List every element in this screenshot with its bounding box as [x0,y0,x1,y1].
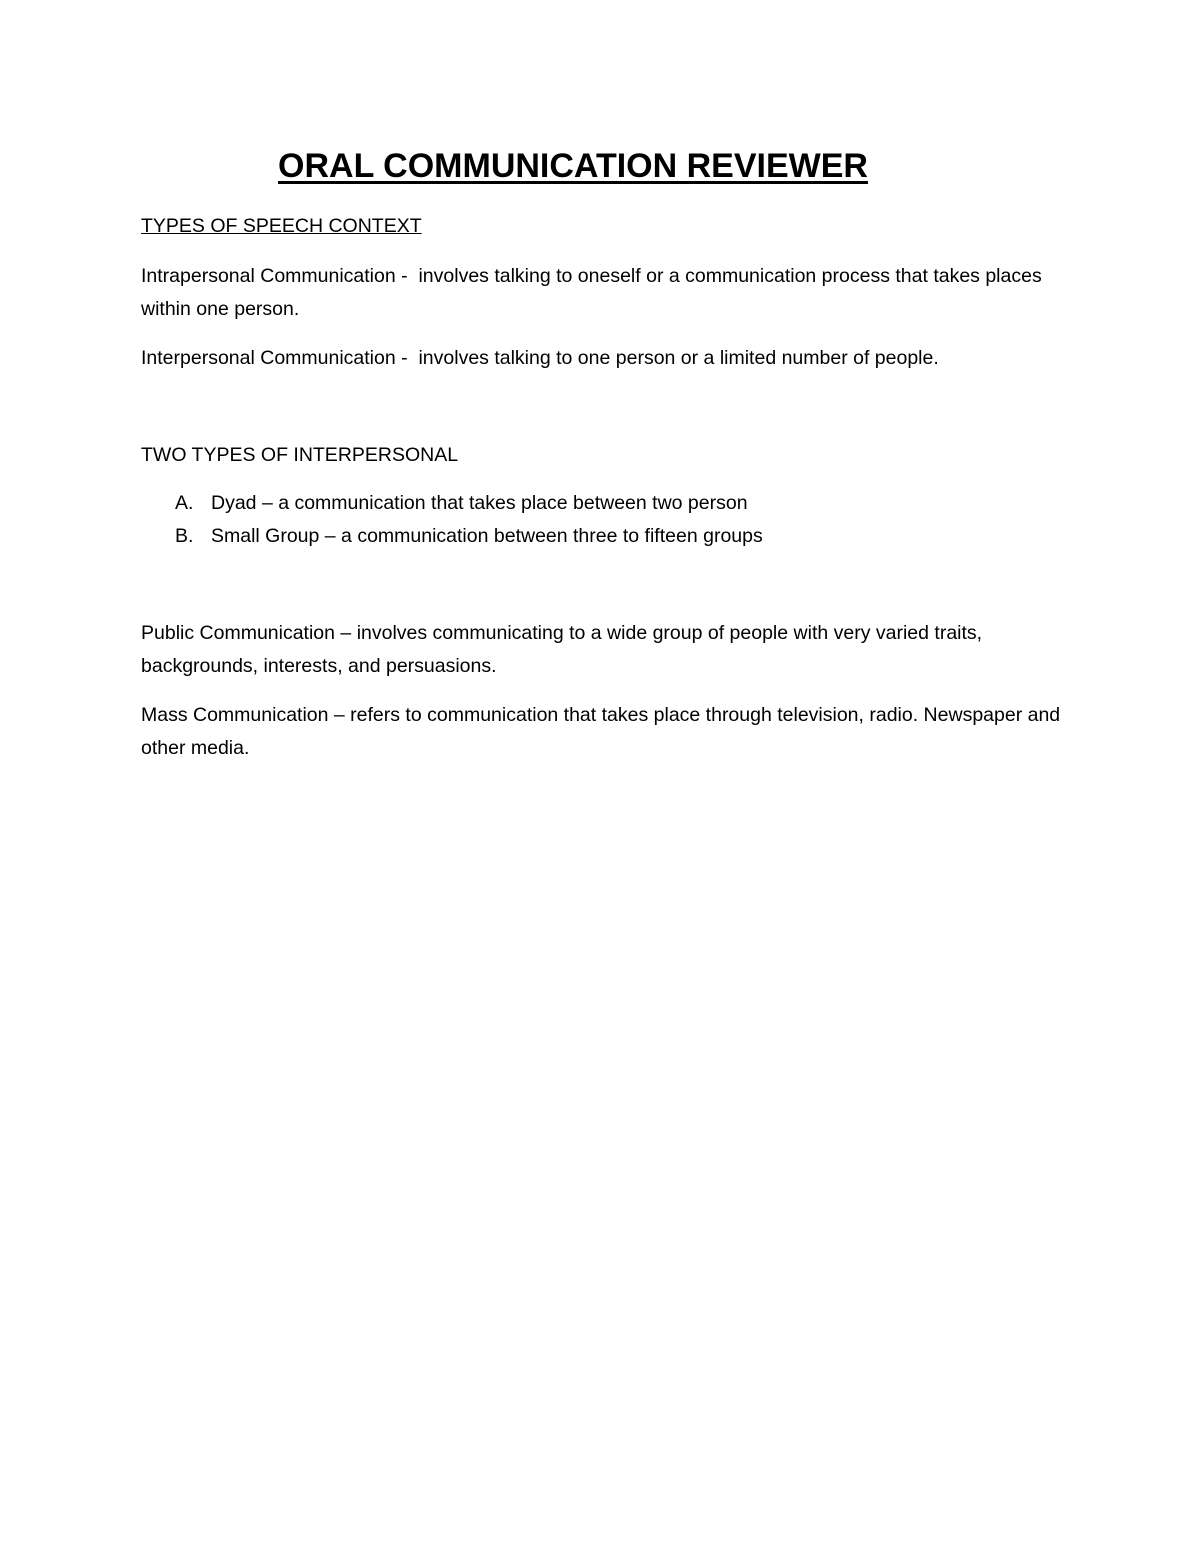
section-heading-interpersonal-types: TWO TYPES OF INTERPERSONAL [141,444,459,466]
list-item-text: Dyad – a communication that takes place between two person [211,492,748,514]
section-heading-speech-context: TYPES OF SPEECH CONTEXT [141,215,422,237]
list-item-dyad [175,487,748,520]
paragraph-intrapersonal [141,260,1071,326]
term-mass: Mass Communication – [141,704,351,726]
definition-interpersonal: involves talking to one person or a limited number of people. [418,347,939,369]
term-intrapersonal: Intrapersonal Communication - [141,265,419,287]
term-interpersonal: Interpersonal Communication - [141,347,419,369]
list-marker: A. [175,492,194,514]
definition-mass: refers to communication that takes place through television, radio. Newspaper and other media. [141,704,1061,759]
list-item-small-group [175,520,763,553]
list-marker: B. [175,525,194,547]
document-title: ORAL COMMUNICATION REVIEWER [278,147,868,185]
term-public: Public Communication – [141,622,357,644]
definition-public: involves communicating to a wide group of people with very varied traits, backgrounds, interests, and persuasions. [141,622,983,677]
paragraph-interpersonal [141,342,1071,375]
paragraph-mass-communication [141,699,1071,765]
paragraph-public-communication [141,617,1071,683]
list-item-text: Small Group – a communication between three to fifteen groups [211,525,763,547]
definition-intrapersonal: involves talking to oneself or a communication process that takes places within one person. [141,265,1042,320]
